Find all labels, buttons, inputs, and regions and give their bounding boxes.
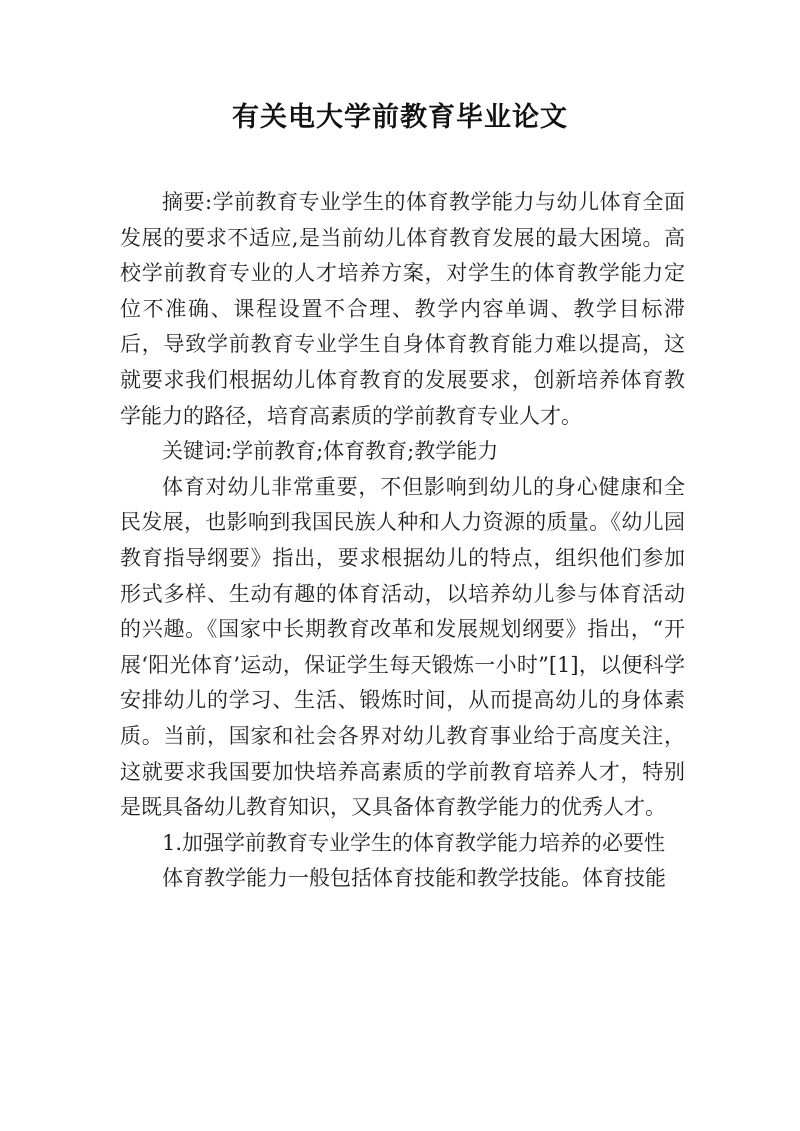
document-body (120, 185, 685, 897)
abstract-paragraph: 摘要:学前教育专业学生的体育教学能力与幼儿体育全面发展的要求不适应,是当前幼儿体育教育发展的最大困境。高校学前教育专业的人才培养方案，对学生的体育教学能力定位不准确、课程设置不合理、教学内容单调、教学目标滞后，导致学前教育专业学生自身体育教育能力难以提高，这就要求我们根据幼儿体育教育的发展要求，创新培养体育教学能力的路径，培育高素质的学前教育专业人才。 (120, 190, 685, 428)
section-paragraph: 体育教学能力一般包括体育技能和教学技能。体育技能 (162, 866, 666, 891)
intro-paragraph: 体育对幼儿非常重要，不但影响到幼儿的身心健康和全民发展，也影响到我国民族人种和人力资源的质量。《幼儿园教育指导纲要》指出，要求根据幼儿的特点，组织他们参加形式多样、生动有趣的体育活动，以培养幼儿参与体育活动的兴趣。《国家中长期教育改革和发展规划纲要》指出，“开展‘阳光体育’运动，保证学生每天锻炼一小时”[1]，以便科学安排幼儿的学习、生活、锻炼时间，从而提高幼儿的身体素质。当前，国家和社会各界对幼儿教育事业给于高度关注，这就要求我国要加快培养高素质的学前教育培养人才，特别是既具备幼儿教育知识，又具备体育教学能力的优秀人才。 (120, 474, 685, 820)
section-heading-1: 1.加强学前教育专业学生的体育教学能力培养的必要性 (162, 830, 666, 855)
document-title: 有关电大学前教育毕业论文 (232, 102, 568, 133)
keywords-paragraph: 关键词:学前教育;体育教育;教学能力 (162, 439, 499, 464)
